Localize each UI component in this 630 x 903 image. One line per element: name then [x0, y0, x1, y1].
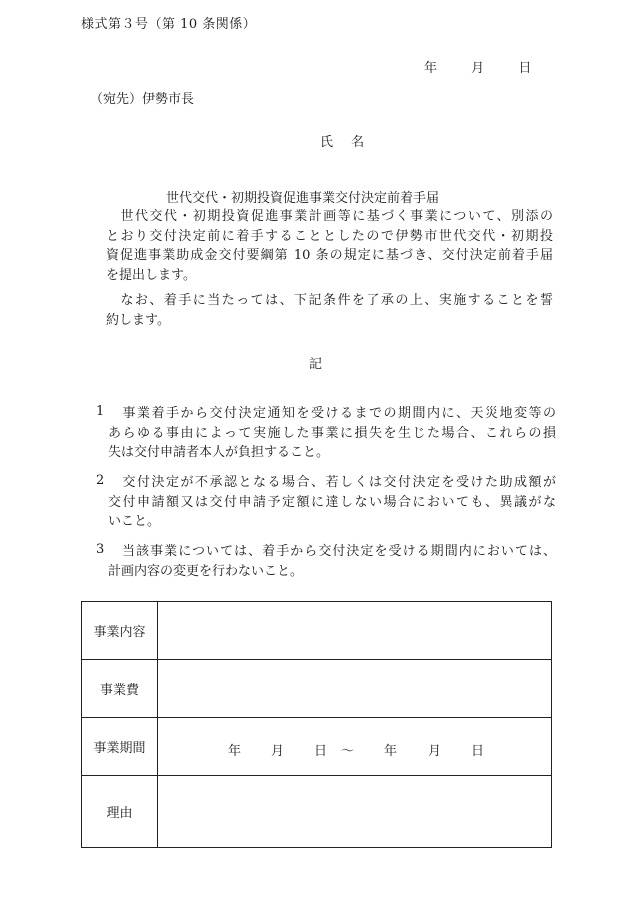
table-row [82, 776, 552, 848]
condition-line: 交付申請額又は交付申請予定額に達しない場合においても、異議がな [108, 494, 556, 510]
condition-number: 2 [96, 473, 105, 488]
period-tilde: 〜 [341, 744, 355, 759]
condition-number: 3 [96, 542, 105, 557]
condition-line: 失は交付申請者本人が負担すること。 [108, 445, 330, 461]
period-end-month: 月 [428, 744, 442, 759]
condition-line: 交付決定が不承認となる場合、若しくは交付決定を受けた助成額が [108, 475, 556, 490]
body-line: を提出します。 [106, 267, 196, 283]
body-line: なお、着手に当たっては、下記条件を了承の上、実施することを誓 [106, 293, 553, 308]
document-title: 世代交代・初期投資促進事業交付決定前着手届 [166, 191, 440, 206]
applicant-name [320, 131, 364, 150]
body-line: 約します。 [106, 312, 170, 328]
table-row [82, 660, 552, 718]
date-day: 日 [518, 61, 532, 76]
form-number: 様式第３号（第 10 条関係） [81, 17, 257, 32]
body-paragraph-2 [106, 291, 553, 330]
body-line: 資促進事業助成金交付要綱第 10 条の規定に基づき、交付決定前着手届 [106, 248, 553, 264]
project-period-label: 事業期間 [82, 718, 158, 776]
condition-line: 事業着手から交付決定通知を受けるまでの期間内に、天災地変等の [108, 406, 556, 421]
table-row [82, 602, 552, 660]
project-info-table [81, 601, 552, 848]
project-content-label: 事業内容 [82, 602, 158, 660]
condition-line: あらゆる事由によって実施した事業に損失を生じた場合、これらの損 [108, 425, 556, 441]
project-content-field[interactable] [158, 602, 552, 660]
body-line: とおり交付決定前に着手することとしたので伊勢市世代交代・初期投 [106, 228, 553, 244]
ki-heading: 記 [309, 357, 323, 372]
body-paragraph-1 [106, 207, 553, 285]
period-start-year: 年 [228, 744, 242, 759]
project-period-field[interactable] [158, 718, 552, 776]
period-end-day: 日 [471, 744, 485, 759]
period-end-year: 年 [384, 744, 398, 759]
project-cost-label: 事業費 [82, 660, 158, 718]
project-cost-field[interactable] [158, 660, 552, 718]
condition-line: 計画内容の変更を行わないこと。 [108, 563, 304, 579]
condition-line: 当該事業については、着手から交付決定を受ける期間内においては、 [108, 544, 556, 559]
submission-date [424, 57, 531, 76]
period-start-day: 日 [314, 744, 328, 759]
body-line: 世代交代・初期投資促進事業計画等に基づく事業について、別添の [106, 209, 553, 224]
period-start-month: 月 [271, 744, 285, 759]
reason-label: 理由 [82, 776, 158, 848]
addressee: （宛先）伊勢市長 [90, 92, 195, 107]
date-year: 年 [424, 61, 438, 76]
applicant-name-label-1: 氏 [320, 135, 334, 150]
date-month: 月 [471, 61, 485, 76]
table-row [82, 718, 552, 776]
applicant-name-label-2: 名 [351, 135, 365, 150]
condition-number: 1 [96, 404, 105, 419]
reason-field[interactable] [158, 776, 552, 848]
condition-line: いこと。 [108, 514, 161, 530]
